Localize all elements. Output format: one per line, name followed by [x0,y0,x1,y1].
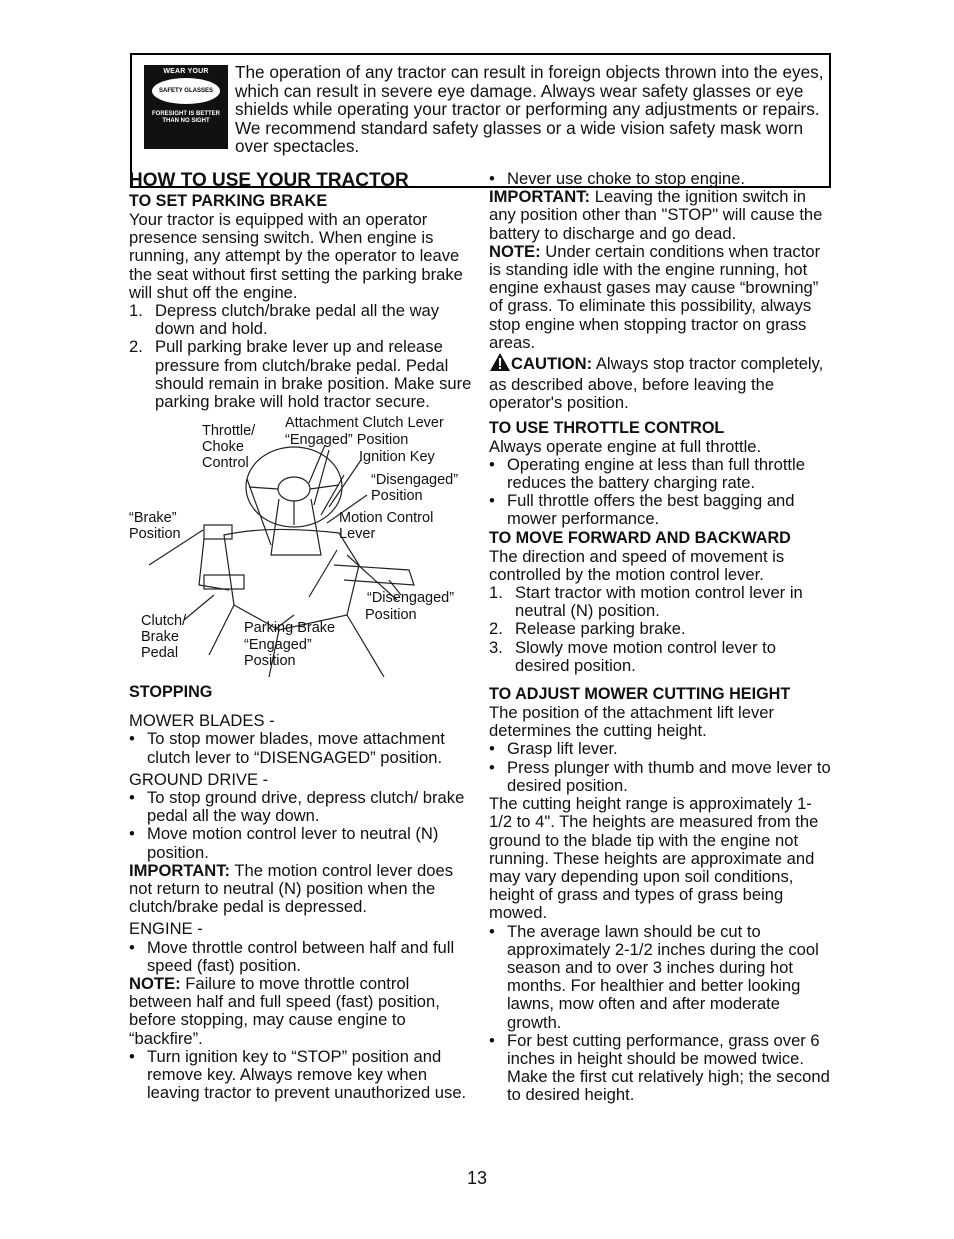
warning-triangle-icon [489,352,511,376]
safety-warning-box [130,53,831,188]
label-clutch: Clutch/ [141,613,187,630]
parking-step: 2. Pull parking brake lever up and release pressure from clutch/brake pedal. Pedal should remain in brake position. Make sure parking brake will hold tractor secure. [129,337,472,412]
list-item: • To stop ground drive, depress clutch/ brake pedal all the way down. [129,789,474,825]
label-motion-control: Motion Control [339,510,434,527]
list-item: • Turn ignition key to “STOP” position and remove key. Always remove key when leaving tractor to prevent unauthorized use. [129,1048,474,1103]
height-heading: TO ADJUST MOWER CUTTING HEIGHT [489,685,791,704]
list-item: • Never use choke to stop engine. [489,170,834,188]
list-item: • Operating engine at less than full throttle reduces the battery charging rate. [489,456,834,492]
label-brake-position: Position [129,526,181,543]
list-item: • Move motion control lever to neutral (N) position. [129,825,474,861]
label-parking-position: Position [244,653,296,670]
label-lever-disengaged: “Disengaged” [367,590,455,607]
icon-bottom-text: FORESIGHT IS BETTER THAN NO SIGHT [151,111,220,124]
ignition-important: IMPORTANT: Leaving the ignition switch in any position other than "STOP" will cause the battery to discharge and go dead. [489,187,823,243]
stopping-heading: STOPPING [129,683,213,702]
label-pedal: Pedal [141,645,179,662]
page-number: 13 [467,1168,488,1188]
safety-glasses-icon [144,65,228,149]
move-heading: TO MOVE FORWARD AND BACKWARD [489,528,791,547]
engine-label: ENGINE - [129,919,203,939]
label-attachment-clutch: Attachment Clutch Lever [285,415,444,432]
label-parking-brake: Parking Brake [244,620,336,637]
label-brake: “Brake” [129,510,177,527]
move-step: 1. Start tractor with motion control lever in neutral (N) position. [489,583,803,621]
move-step: 2. Release parking brake. [489,619,686,639]
list-item: • To stop mower blades, move attachment clutch lever to “DISENGAGED” position. [129,730,474,766]
label-control: Control [202,455,249,472]
left-column [129,170,474,1103]
height-intro: The position of the attachment lift lever determines the cutting height. [489,703,775,741]
label-ignition-key: Ignition Key [359,449,435,466]
label-motion-lever: Lever [339,526,376,543]
stopping-important: IMPORTANT: The motion control lever does not return to neutral (N) position when the clutch/brake pedal is depressed. [129,860,453,917]
icon-oval-text: SAFETY GLASSES [152,78,220,104]
warning-text: The operation of any tractor can result in foreign objects thrown into the eyes, which can result in severe eye damage. Always wear safety glasses or eye shields while operating your tractor or performing any adjustments or repairs. We recommend standard safety glasses or a wide vision safety mask worn over spectacles. [235,62,824,157]
tractor-controls-diagram [129,415,474,677]
list-item: • The average lawn should be cut to approximately 2-1/2 inches during the cool season and to over 3 inches during hot months. For healthier and better looking lawns, mow often and after moderate growth. [489,923,834,1032]
label-lever-position: Position [365,607,417,624]
list-item: • For best cutting performance, grass over 6 inches in height should be mowed twice. Make the first cut relatively high; the second to desired height. [489,1032,834,1105]
label-ignition-position: Position [371,488,423,505]
throttle-heading: TO USE THROTTLE CONTROL [489,418,725,437]
parking-intro: Your tractor is equipped with an operator presence sensing switch. When engine is running, any attempt by the operator to leave the seat without first setting the parking brake will shut off the engine. [129,210,463,302]
stopping-note: NOTE: Failure to move throttle control between half and full speed (fast) position, before stopping, may cause engine to “backfire”. [129,974,440,1048]
list-item: • Full throttle offers the best bagging and mower performance. [489,492,834,528]
ground-drive-label: GROUND DRIVE - [129,769,269,789]
icon-top-text: WEAR YOUR [163,68,209,75]
label-throttle: Throttle/ [202,423,256,440]
label-attachment-engaged: “Engaged” Position [285,432,409,449]
label-clutch-brake: Brake [141,629,179,646]
browning-note: NOTE: Under certain conditions when tractor is standing idle with the engine running, hot engine exhaust gases may cause “browning” of grass. To eliminate this possibility, always stop engine when stopping tractor on grass areas. [489,241,821,352]
parking-brake-heading: TO SET PARKING BRAKE [129,192,328,210]
section-title: HOW TO USE YOUR TRACTOR [129,170,409,191]
list-item: • Grasp lift lever. [489,740,834,758]
right-column [489,170,834,1105]
list-item: • Move throttle control between half and full speed (fast) position. [129,939,474,975]
throttle-intro: Always operate engine at full throttle. [489,436,762,456]
label-choke: Choke [202,439,244,456]
list-item: • Press plunger with thumb and move lever to desired position. [489,759,834,795]
height-range: The cutting height range is approximately 1-1/2 to 4". The heights are measured from the ground to the blade tip with the engine not running. These heights are approximate and may vary depending upon soil conditions, height of grass and types of grass being mowed. [489,794,819,923]
caution-paragraph: CAUTION: Always stop tractor completely, as described above, before leaving the operator's position. [489,354,824,413]
mower-blades-label: MOWER BLADES - [129,711,275,731]
parking-step: 1. Depress clutch/brake pedal all the way down and hold. [129,301,440,339]
move-intro: The direction and speed of movement is controlled by the motion control lever. [489,546,785,584]
move-step: 3. Slowly move motion control lever to desired position. [489,637,776,675]
label-ignition-disengaged: “Disengaged” [371,472,459,489]
label-parking-engaged: “Engaged” [244,637,312,654]
